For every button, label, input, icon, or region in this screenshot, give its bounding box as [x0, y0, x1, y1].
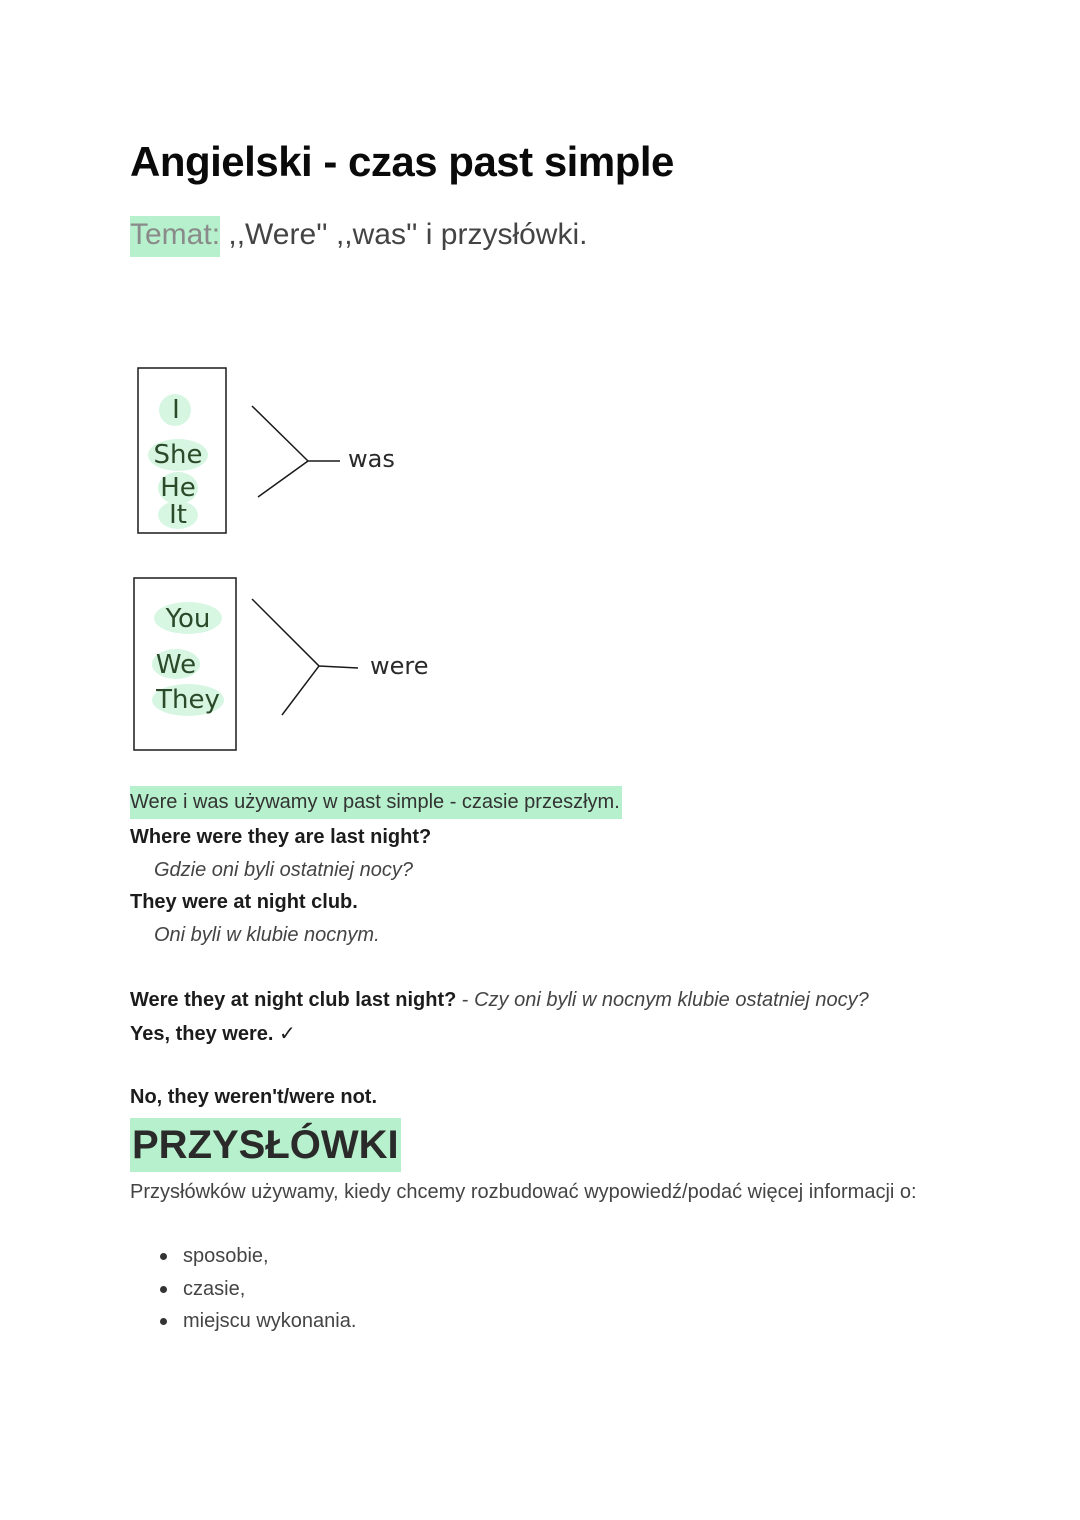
answer-1: They were at night club. [130, 891, 358, 913]
pronoun-it: It [169, 500, 187, 530]
list-item: miejscu wykonania. [130, 1305, 356, 1338]
rule-text: Were i was używamy w past simple - czasie przeszłym. [130, 786, 622, 819]
pronoun-i: I [172, 395, 180, 425]
yes-answer-line [130, 1021, 296, 1046]
topic-line [130, 218, 587, 252]
adverbs-heading: PRZYSŁÓWKI [130, 1118, 401, 1172]
page-title: Angielski - czas past simple [130, 138, 674, 185]
question-1-translation: Gdzie oni byli ostatniej nocy? [154, 859, 414, 881]
answer-1-translation: Oni byli w klubie nocnym. [154, 924, 380, 946]
question-2-translation: Czy oni byli w nocnym klubie ostatniej nocy? [474, 989, 869, 1011]
no-answer: No, they weren't/were not. [130, 1086, 378, 1108]
pronoun-you: You [165, 604, 211, 634]
pronoun-we: We [155, 650, 197, 680]
question-2-line [130, 989, 869, 1012]
question-2: Were they at night club last night? [130, 989, 457, 1011]
were-diagram [130, 570, 450, 760]
was-diagram [130, 360, 430, 545]
adverbs-description: Przysłówków używamy, kiedy chcemy rozbudować wypowiedź/podać więcej informacji o: [130, 1181, 917, 1203]
check-icon: ✓ [278, 1023, 296, 1045]
topic-text: ,,Were'' ,,was'' i przysłówki. [220, 218, 588, 251]
list-item: czasie, [130, 1273, 356, 1306]
rule-line [130, 791, 622, 814]
verb-was: was [348, 445, 395, 473]
verb-were: were [370, 652, 429, 680]
pronoun-he: He [160, 473, 196, 503]
pronoun-she: She [153, 440, 203, 470]
pronoun-they: They [156, 685, 220, 715]
question-1: Where were they are last night? [130, 826, 432, 848]
question-2-dash: - [456, 989, 475, 1011]
adverbs-list [130, 1240, 356, 1338]
yes-answer: Yes, they were. [130, 1023, 274, 1045]
bracket-1 [252, 406, 340, 497]
list-item: sposobie, [130, 1240, 356, 1273]
topic-label: Temat: [130, 216, 220, 257]
bracket-2 [252, 599, 358, 715]
